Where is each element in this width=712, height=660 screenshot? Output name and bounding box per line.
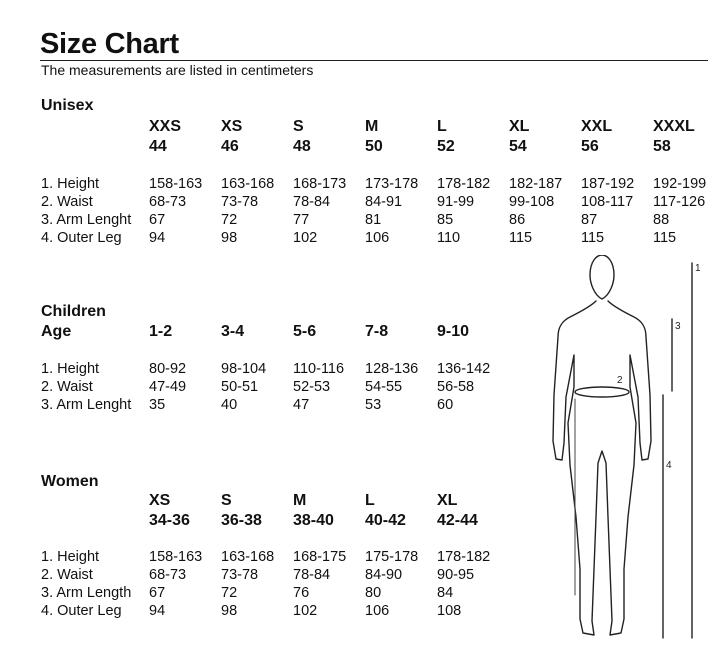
children-age-range: 3-4	[221, 323, 245, 340]
unisex-cell: 88	[653, 212, 670, 228]
unisex-cell: 108-117	[581, 194, 634, 210]
women-cell: 84	[437, 585, 454, 601]
women-cell: 67	[149, 585, 166, 601]
unisex-cell: 178-182	[437, 176, 491, 192]
children-cell: 40	[221, 397, 238, 413]
women-size-label: L	[365, 492, 375, 509]
women-cell: 108	[437, 603, 462, 619]
unisex-cell: 99-108	[509, 194, 555, 210]
children-age-range: 7-8	[365, 323, 389, 340]
unisex-cell: 182-187	[509, 176, 563, 192]
unisex-eu-size: 54	[509, 138, 527, 155]
unisex-cell: 173-178	[365, 176, 419, 192]
unisex-cell: 86	[509, 212, 526, 228]
unisex-cell: 87	[581, 212, 598, 228]
children-cell: 50-51	[221, 379, 259, 395]
unisex-eu-size: 56	[581, 138, 599, 155]
women-cell: 68-73	[149, 567, 187, 583]
women-eu-size: 36-38	[221, 512, 262, 529]
unisex-cell: 115	[509, 230, 533, 246]
women-size-label: M	[293, 492, 307, 509]
unisex-cell: 163-168	[221, 176, 275, 192]
children-cell: 54-55	[365, 379, 403, 395]
unisex-cell: 168-173	[293, 176, 347, 192]
women-cell: 72	[221, 585, 238, 601]
unisex-eu-size: 52	[437, 138, 455, 155]
women-size-label: XL	[437, 492, 458, 509]
children-cell: 47	[293, 397, 310, 413]
children-cell: 80-92	[149, 361, 187, 377]
unisex-eu-size: 50	[365, 138, 383, 155]
women-cell: 102	[293, 603, 318, 619]
children-section-label: Children	[41, 303, 106, 320]
children-cell: 128-136	[365, 361, 419, 377]
women-cell: 168-175	[293, 549, 347, 565]
women-cell: 84-90	[365, 567, 403, 583]
unisex-cell: 115	[581, 230, 605, 246]
women-eu-size: 42-44	[437, 512, 478, 529]
unisex-cell: 98	[221, 230, 238, 246]
unisex-row-label: 1. Height	[41, 176, 100, 192]
children-cell: 98-104	[221, 361, 267, 377]
marker-4-label: 4	[666, 460, 672, 471]
unisex-cell: 68-73	[149, 194, 187, 210]
unisex-section-label: Unisex	[41, 97, 94, 114]
children-cell: 53	[365, 397, 382, 413]
children-row-label: 2. Waist	[41, 379, 93, 395]
children-cell: 56-58	[437, 379, 475, 395]
women-cell: 90-95	[437, 567, 475, 583]
women-size-label: XS	[149, 492, 171, 509]
unisex-size-label: L	[437, 118, 447, 135]
page-subtitle: The measurements are listed in centimeters	[41, 62, 314, 78]
women-cell: 80	[365, 585, 382, 601]
unisex-row-label: 3. Arm Lenght	[41, 212, 132, 228]
women-cell: 163-168	[221, 549, 275, 565]
unisex-cell: 73-78	[221, 194, 259, 210]
unisex-cell: 115	[653, 230, 677, 246]
unisex-cell: 81	[365, 212, 382, 228]
unisex-eu-size: 44	[149, 138, 167, 155]
unisex-eu-size: 48	[293, 138, 311, 155]
women-eu-size: 40-42	[365, 512, 406, 529]
women-eu-size: 38-40	[293, 512, 334, 529]
unisex-cell: 192-199	[653, 176, 707, 192]
unisex-cell: 158-163	[149, 176, 203, 192]
women-cell: 175-178	[365, 549, 419, 565]
marker-1-label: 1	[695, 263, 701, 274]
women-cell: 73-78	[221, 567, 259, 583]
unisex-row-label: 2. Waist	[41, 194, 93, 210]
unisex-cell: 91-99	[437, 194, 475, 210]
children-cell: 110-116	[293, 361, 345, 377]
page-title: Size Chart	[40, 28, 179, 60]
women-size-label: S	[221, 492, 232, 509]
body-outline	[553, 255, 651, 635]
women-cell: 178-182	[437, 549, 491, 565]
body-measurement-figure	[540, 255, 712, 645]
unisex-eu-size: 58	[653, 138, 671, 155]
children-cell: 60	[437, 397, 454, 413]
women-row-label: 3. Arm Length	[41, 585, 132, 601]
women-row-label: 2. Waist	[41, 567, 93, 583]
unisex-cell: 78-84	[293, 194, 331, 210]
unisex-row-label: 4. Outer Leg	[41, 230, 122, 246]
unisex-cell: 67	[149, 212, 166, 228]
unisex-size-label: M	[365, 118, 379, 135]
unisex-cell: 110	[437, 230, 461, 246]
women-cell: 98	[221, 603, 238, 619]
women-row-label: 1. Height	[41, 549, 100, 565]
women-cell: 158-163	[149, 549, 203, 565]
women-cell: 94	[149, 603, 166, 619]
unisex-cell: 72	[221, 212, 238, 228]
unisex-cell: 117-126	[653, 194, 706, 210]
unisex-cell: 85	[437, 212, 454, 228]
women-section-label: Women	[41, 473, 99, 490]
unisex-size-label: XXS	[149, 118, 182, 135]
children-cell: 136-142	[437, 361, 491, 377]
unisex-cell: 106	[365, 230, 390, 246]
children-row-label: 3. Arm Lenght	[41, 397, 132, 413]
children-age-range: 1-2	[149, 323, 173, 340]
women-row-label: 4. Outer Leg	[41, 603, 122, 619]
unisex-size-label: S	[293, 118, 304, 135]
children-age-range: 9-10	[437, 323, 470, 340]
women-eu-size: 34-36	[149, 512, 190, 529]
unisex-cell: 84-91	[365, 194, 403, 210]
marker-3-label: 3	[675, 321, 681, 332]
unisex-cell: 77	[293, 212, 310, 228]
marker-2-label: 2	[617, 375, 623, 386]
children-age-range: 5-6	[293, 323, 317, 340]
women-cell: 106	[365, 603, 390, 619]
waist-marker-line	[575, 387, 629, 397]
women-cell: 78-84	[293, 567, 331, 583]
unisex-eu-size: 46	[221, 138, 239, 155]
unisex-cell: 102	[293, 230, 318, 246]
unisex-size-label: XS	[221, 118, 243, 135]
unisex-size-label: XXXL	[653, 118, 695, 135]
unisex-size-label: XXL	[581, 118, 613, 135]
children-cell: 47-49	[149, 379, 187, 395]
children-cell: 35	[149, 397, 166, 413]
children-age-label: Age	[41, 323, 72, 340]
children-row-label: 1. Height	[41, 361, 100, 377]
unisex-cell: 187-192	[581, 176, 635, 192]
children-cell: 52-53	[293, 379, 331, 395]
women-cell: 76	[293, 585, 310, 601]
unisex-size-label: XL	[509, 118, 530, 135]
title-rule	[40, 60, 708, 61]
unisex-cell: 94	[149, 230, 166, 246]
